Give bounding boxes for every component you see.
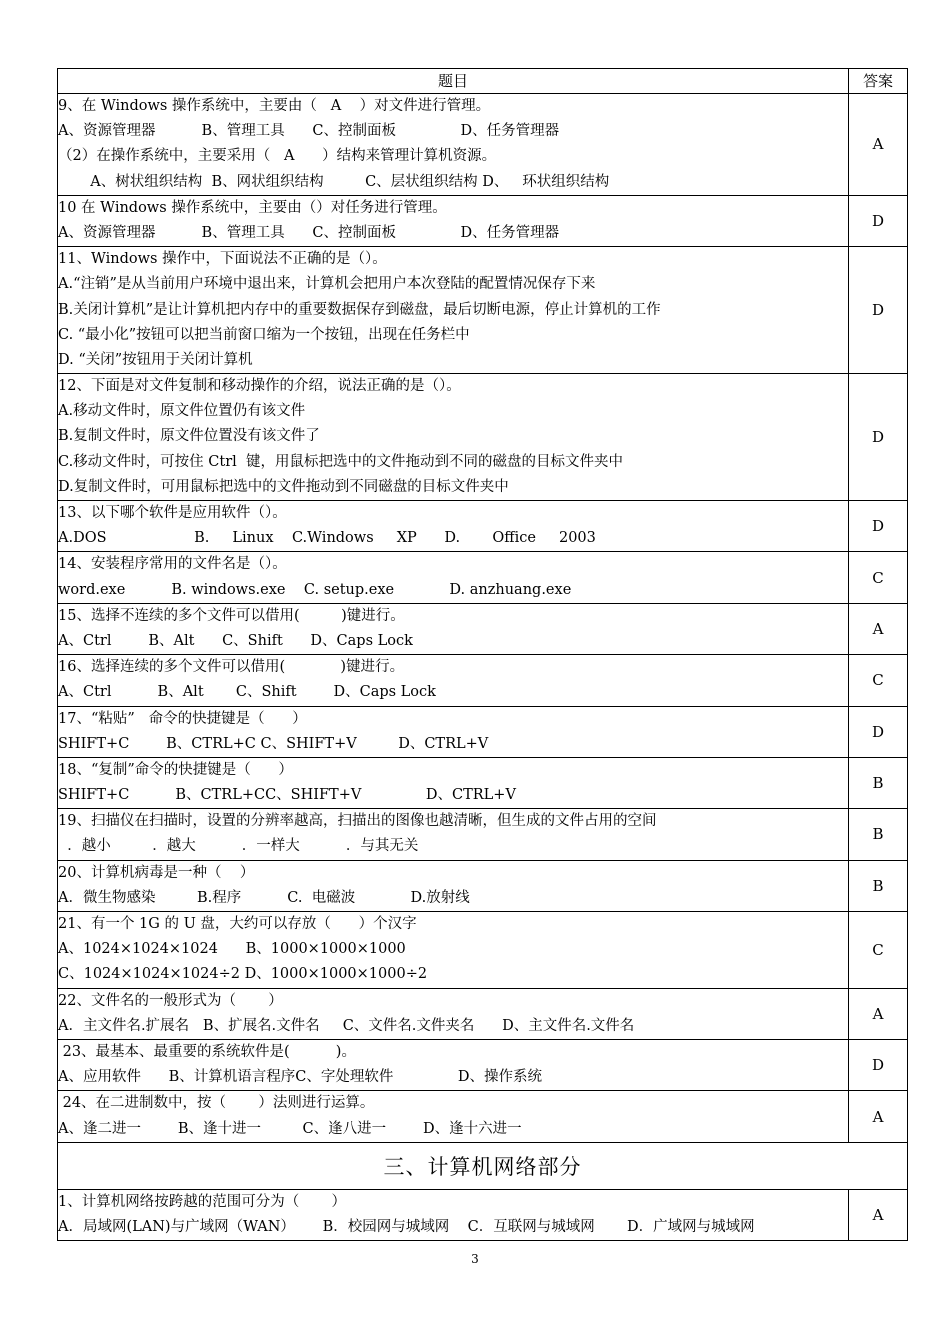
question-cell (58, 1039, 849, 1090)
table-header-row (58, 69, 908, 94)
question-line: 1、计算机网络按跨越的范围可分为（ ） (58, 1193, 346, 1210)
question-line: ．越小 ．越大 ．一样大 ．与其无关 (58, 838, 419, 855)
question-line: （2）在操作系统中，主要采用（ A ）结构来管理计算机资源。 (58, 148, 497, 165)
question-line: 9、在 Windows 操作系统中，主要由（ A ）对文件进行管理。 (58, 98, 491, 114)
answer-cell: D (849, 706, 908, 757)
question-cell (58, 706, 849, 757)
question-row (58, 757, 908, 808)
answer-cell: C (849, 912, 908, 989)
question-cell (58, 94, 849, 196)
question-line: A、树状组织结构 B、网状组织结构 C、层状组织结构 D、 环状组织结构 (58, 173, 610, 190)
answer-cell: D (849, 247, 908, 374)
question-line: 15、选择不连续的多个文件可以借用( )键进行。 (58, 607, 405, 624)
question-cell (58, 374, 849, 501)
question-cell (58, 501, 849, 552)
question-line: 24、在二进制数中，按（ ）法则进行运算。 (58, 1095, 375, 1112)
question-cell (58, 1091, 849, 1142)
question-line: 16、选择连续的多个文件可以借用( )键进行。 (58, 659, 405, 676)
question-row (58, 374, 908, 501)
question-line: D. “关闭”按钮用于关闭计算机 (58, 351, 253, 368)
question-row (58, 94, 908, 196)
question-line: A．局域网(LAN)与广域网（WAN） B．校园网与城域网 C．互联网与城域网 D．广域网与城域网 (58, 1218, 755, 1235)
question-row (58, 501, 908, 552)
section-title: 三、计算机网络部分 (58, 1142, 908, 1189)
question-line: C.移动文件时，可按住 Ctrl 键，用鼠标把选中的文件拖动到不同的磁盘的目标文件夹中 (58, 453, 624, 470)
answer-cell: A (849, 94, 908, 196)
question-cell (58, 912, 849, 989)
answer-column-header: 答案 (849, 69, 908, 94)
question-cell (58, 860, 849, 911)
question-line: 23、最基本、最重要的系统软件是( )。 (58, 1043, 356, 1060)
question-line: SHIFT+C B、CTRL+C C、SHIFT+V D、CTRL+V (58, 735, 489, 752)
question-line: 11、Windows 操作中，下面说法不正确的是（）。 (58, 251, 387, 268)
question-row (58, 247, 908, 374)
question-table (57, 68, 908, 1241)
question-line: A、Ctrl B、Alt C、Shift D、Caps Lock (58, 632, 413, 649)
question-row (58, 706, 908, 757)
answer-cell: A (849, 988, 908, 1039)
question-cell (58, 195, 849, 246)
question-line: 22、文件名的一般形式为（ ） (58, 992, 283, 1009)
answer-cell: B (849, 809, 908, 860)
question-line: A、逢二进一 B、逢十进一 C、逢八进一 D、逢十六进一 (58, 1120, 522, 1137)
answer-cell: C (849, 655, 908, 706)
question-line: word.exe B. windows.exe C. setup.exe D. anzhuang.exe (58, 581, 572, 598)
question-line: 19、扫描仪在扫描时，设置的分辨率越高，扫描出的图像也越清晰，但生成的文件占用的空间 (58, 813, 657, 830)
question-cell (58, 247, 849, 374)
question-cell (58, 1189, 849, 1240)
answer-cell: D (849, 195, 908, 246)
answer-cell: D (849, 501, 908, 552)
question-row (58, 655, 908, 706)
answer-cell: D (849, 374, 908, 501)
question-line: 17、“粘贴” 命令的快捷键是（ ） (58, 710, 307, 727)
question-line: 21、有一个 1G 的 U 盘，大约可以存放（ ）个汉字 (58, 916, 417, 932)
section-header-row (58, 1142, 908, 1189)
question-line: A、1024×1024×1024 B、1000×1000×1000 (58, 941, 406, 958)
question-line: B.复制文件时，原文件位置没有该文件了 (58, 428, 320, 445)
answer-cell: B (849, 860, 908, 911)
question-row (58, 912, 908, 989)
question-row (58, 1091, 908, 1142)
question-line: B.关闭计算机”是让计算机把内存中的重要数据保存到磁盘，最后切断电源，停止计算机的工作 (58, 301, 661, 318)
question-line: A、资源管理器 B、管理工具 C、控制面板 D、任务管理器 (58, 224, 560, 241)
question-line: 18、“复制”命令的快捷键是（ ） (58, 761, 293, 778)
question-cell (58, 757, 849, 808)
answer-cell: C (849, 552, 908, 603)
question-row (58, 988, 908, 1039)
question-column-header: 题目 (58, 69, 849, 94)
question-line: A、Ctrl B、Alt C、Shift D、Caps Lock (58, 684, 436, 701)
question-line: A．主文件名.扩展名 B、扩展名.文件名 C、文件名.文件夹名 D、主文件名.文件名 (58, 1017, 635, 1034)
question-line: 12、下面是对文件复制和移动操作的介绍，说法正确的是（）。 (58, 378, 461, 395)
question-row (58, 552, 908, 603)
question-line: A、资源管理器 B、管理工具 C、控制面板 D、任务管理器 (58, 123, 560, 140)
question-line: SHIFT+C B、CTRL+CC、SHIFT+V D、CTRL+V (58, 787, 516, 804)
question-line: C. “最小化”按钮可以把当前窗口缩为一个按钮，出现在任务栏中 (58, 326, 470, 343)
page-number: 3 (471, 1252, 479, 1266)
question-line: A.“注销”是从当前用户环境中退出来，计算机会把用户本次登陆的配置情况保存下来 (58, 276, 596, 293)
answer-cell: A (849, 603, 908, 654)
question-cell (58, 552, 849, 603)
question-row (58, 809, 908, 860)
question-cell (58, 655, 849, 706)
question-line: D.复制文件时，可用鼠标把选中的文件拖动到不同磁盘的目标文件夹中 (58, 478, 509, 495)
question-cell (58, 809, 849, 860)
question-cell (58, 603, 849, 654)
question-line: C、1024×1024×1024÷2 D、1000×1000×1000÷2 (58, 966, 428, 983)
question-line: 14、安装程序常用的文件名是（）。 (58, 556, 287, 573)
question-line: A.移动文件时，原文件位置仍有该文件 (58, 403, 306, 420)
question-line: 20、计算机病毒是一种（ ） (58, 864, 255, 881)
question-row (58, 860, 908, 911)
question-row (58, 1189, 908, 1240)
question-line: A．微生物感染 B.程序 C. 电磁波 D.放射线 (58, 889, 470, 906)
question-line: A、应用软件 B、计算机语言程序C、字处理软件 D、操作系统 (58, 1069, 543, 1086)
question-row (58, 1039, 908, 1090)
question-line: 13、以下哪个软件是应用软件（）。 (58, 505, 287, 521)
answer-cell: A (849, 1189, 908, 1240)
question-row (58, 603, 908, 654)
answer-cell: D (849, 1039, 908, 1090)
answer-cell: B (849, 757, 908, 808)
question-cell (58, 988, 849, 1039)
question-row (58, 195, 908, 246)
question-line: A.DOS B. Linux C.Windows XP D. Office 2003 (58, 530, 596, 547)
question-line: 10 在 Windows 操作系统中，主要由（）对任务进行管理。 (58, 199, 447, 216)
answer-cell: A (849, 1091, 908, 1142)
